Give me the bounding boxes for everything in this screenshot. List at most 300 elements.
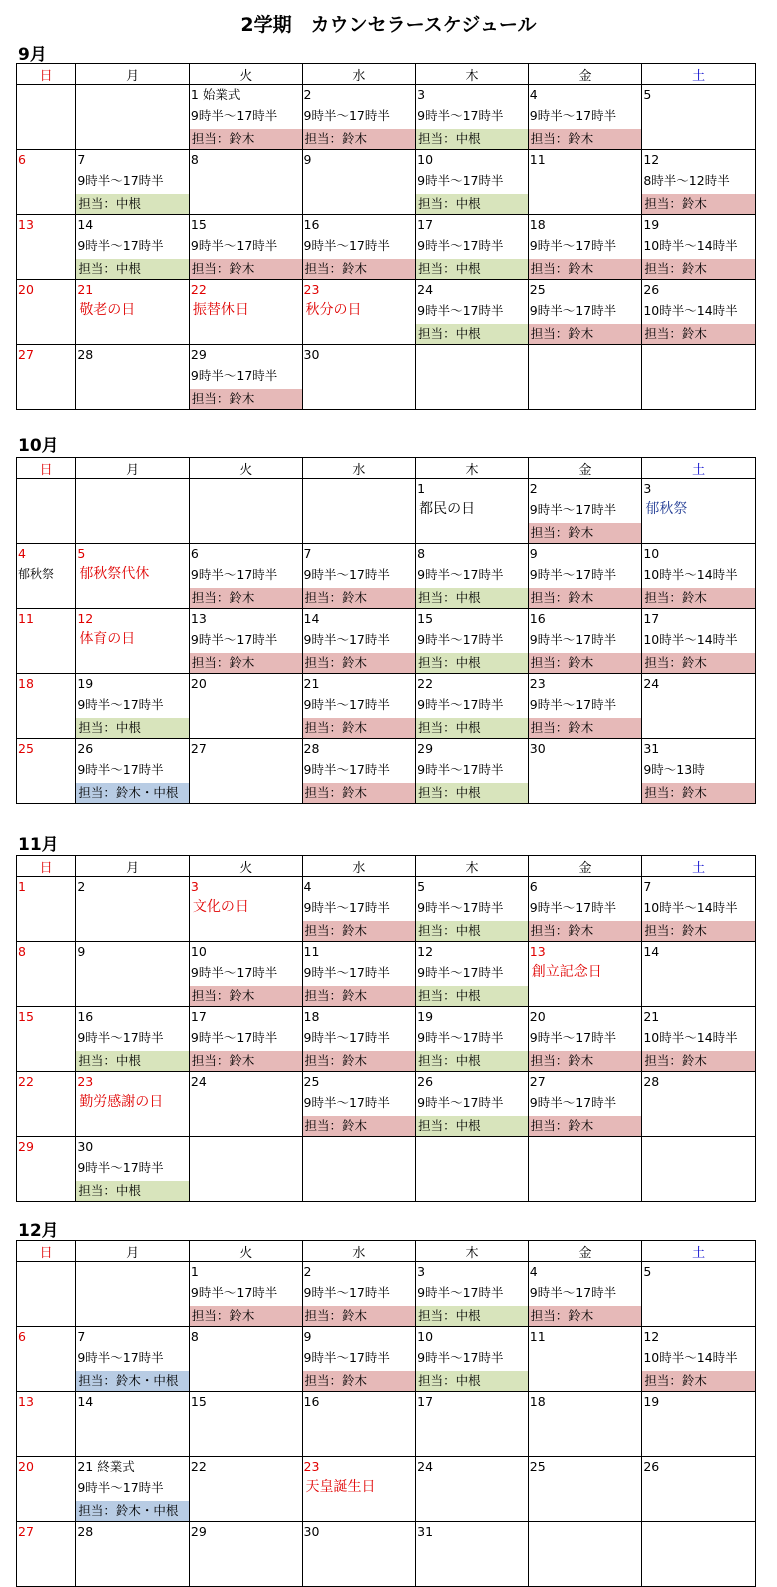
week-row — [17, 215, 756, 280]
weekday-header: 日 — [17, 856, 76, 877]
day-cell-content — [416, 1522, 528, 1586]
day-number: 27 — [190, 741, 207, 756]
day-cell-content — [529, 674, 642, 738]
day-cell-content — [416, 215, 528, 279]
staff-assignment: 担当：鈴木 — [303, 653, 416, 673]
day-cell-content — [190, 1522, 302, 1586]
day-cell-content — [76, 1007, 189, 1071]
day-cell — [76, 674, 190, 739]
day-cell — [189, 544, 302, 609]
day-number: 24 — [190, 1074, 207, 1089]
day-cell — [416, 1262, 529, 1327]
day-cell-content — [76, 85, 189, 149]
staff-assignment: 担当：鈴木 — [190, 259, 302, 279]
day-number: 26 — [77, 741, 94, 756]
day-number: 24 — [417, 282, 434, 297]
day-number: 25 — [529, 282, 546, 297]
day-number: 4 — [529, 1264, 538, 1279]
day-number: 17 — [190, 1009, 207, 1024]
day-number: 8 — [417, 546, 426, 561]
day-cell — [528, 739, 642, 804]
day-cell — [302, 739, 416, 804]
counsel-hours: 9時半～17時半 — [529, 632, 617, 647]
staff-assignment: 担当：鈴木 — [529, 129, 642, 149]
day-cell — [528, 1457, 642, 1522]
day-cell — [416, 1392, 529, 1457]
weekday-header: 土 — [642, 458, 756, 479]
day-number: 5 — [643, 87, 652, 102]
day-cell-content — [76, 739, 189, 803]
day-number: 9 — [303, 152, 312, 167]
day-cell-content — [529, 479, 642, 543]
day-cell — [302, 877, 416, 942]
day-number: 2 — [529, 481, 538, 496]
day-cell — [189, 1327, 302, 1392]
staff-assignment: 担当：鈴木 — [642, 653, 755, 673]
counsel-hours: 9時半～17時半 — [529, 1095, 617, 1110]
day-cell-content — [416, 609, 528, 673]
day-number: 7 — [643, 879, 652, 894]
day-cell-content — [529, 1262, 642, 1326]
day-cell — [76, 1457, 190, 1522]
day-cell — [642, 609, 756, 674]
day-cell-content — [190, 1137, 302, 1201]
day-cell-content — [190, 215, 302, 279]
counsel-hours: 8時半～12時半 — [643, 173, 730, 188]
day-cell — [17, 1072, 76, 1137]
day-cell-content — [529, 739, 642, 803]
day-cell-content — [416, 85, 528, 149]
day-number: 28 — [77, 1524, 94, 1539]
day-cell-content — [303, 942, 416, 1006]
counsel-hours: 9時半～17時半 — [529, 1030, 617, 1045]
staff-assignment: 担当：中根 — [416, 324, 528, 344]
day-cell — [642, 280, 756, 345]
day-cell — [642, 150, 756, 215]
counsel-hours: 10時半～14時半 — [643, 632, 738, 647]
day-cell — [189, 280, 302, 345]
counsel-hours: 9時半～17時半 — [529, 900, 617, 915]
day-cell — [76, 609, 190, 674]
day-cell — [528, 345, 642, 410]
day-cell — [302, 479, 416, 544]
day-cell-content — [529, 1327, 642, 1391]
day-cell — [642, 1007, 756, 1072]
day-cell — [17, 479, 76, 544]
day-cell — [17, 345, 76, 410]
counsel-hours: 9時半～17時半 — [303, 632, 390, 647]
day-cell-content — [529, 150, 642, 214]
week-row — [17, 85, 756, 150]
weekday-header: 土 — [642, 856, 756, 877]
day-cell — [416, 280, 529, 345]
day-cell-content — [303, 215, 416, 279]
staff-assignment: 担当：鈴木 — [529, 718, 642, 738]
counsel-hours: 9時半～17時半 — [190, 368, 278, 383]
day-number: 6 — [529, 879, 538, 894]
counsel-hours: 9時半～17時半 — [303, 1285, 390, 1300]
staff-assignment: 担当：鈴木 — [190, 129, 302, 149]
day-number: 21 終業式 — [77, 1459, 135, 1474]
staff-assignment: 担当：中根 — [416, 1116, 528, 1136]
weekday-header: 火 — [189, 1241, 302, 1262]
day-cell — [528, 877, 642, 942]
day-number: 18 — [303, 1009, 320, 1024]
day-number: 30 — [529, 741, 546, 756]
day-cell — [76, 479, 190, 544]
counsel-hours: 9時半～17時半 — [417, 1350, 504, 1365]
week-row — [17, 150, 756, 215]
counsel-hours: 9時半～17時半 — [77, 762, 164, 777]
day-number: 23 — [303, 1459, 320, 1474]
week-row — [17, 280, 756, 345]
day-cell-content — [303, 280, 416, 344]
day-cell — [642, 1262, 756, 1327]
counsel-hours: 9時半～17時半 — [529, 1285, 617, 1300]
day-cell-content — [303, 609, 416, 673]
day-cell-content — [529, 1392, 642, 1456]
day-cell-content — [190, 1007, 302, 1071]
day-cell-content — [642, 739, 755, 803]
staff-assignment: 担当：中根 — [416, 653, 528, 673]
day-cell-content — [303, 1392, 416, 1456]
weekday-header-row — [17, 856, 756, 877]
staff-assignment: 担当：中根 — [76, 1181, 189, 1201]
day-cell — [302, 345, 416, 410]
day-number: 6 — [18, 1329, 26, 1344]
day-number: 31 — [417, 1524, 434, 1539]
day-number: 19 — [643, 217, 660, 232]
day-number: 16 — [303, 1394, 320, 1409]
staff-assignment: 担当：中根 — [76, 194, 189, 214]
day-cell — [189, 1007, 302, 1072]
weekday-header: 水 — [302, 64, 416, 85]
day-cell-content — [529, 1007, 642, 1071]
day-cell-content — [190, 1457, 302, 1521]
week-row — [17, 1007, 756, 1072]
weekday-header: 土 — [642, 64, 756, 85]
staff-assignment: 担当：鈴木 — [190, 588, 302, 608]
counsel-hours: 10時半～14時半 — [643, 1030, 738, 1045]
counsel-hours: 9時半～17時半 — [303, 1350, 390, 1365]
staff-assignment: 担当：鈴木 — [529, 1116, 642, 1136]
day-number: 29 — [18, 1139, 34, 1154]
week-row — [17, 877, 756, 942]
staff-assignment: 担当：鈴木 — [529, 588, 642, 608]
day-number: 8 — [190, 152, 199, 167]
day-number: 27 — [18, 347, 34, 362]
weekday-header: 火 — [189, 458, 302, 479]
day-cell-content — [529, 1522, 642, 1586]
day-number: 21 — [77, 282, 94, 297]
day-cell-content — [416, 345, 528, 409]
day-number: 5 — [417, 879, 426, 894]
day-cell — [642, 674, 756, 739]
day-cell — [642, 1072, 756, 1137]
day-cell-content — [17, 1392, 75, 1456]
day-cell-content — [642, 1072, 755, 1136]
counsel-hours: 9時～13時 — [643, 762, 705, 777]
day-cell — [17, 544, 76, 609]
day-cell-content — [17, 1072, 75, 1136]
counsel-hours: 9時半～17時半 — [303, 965, 390, 980]
day-cell-content — [190, 609, 302, 673]
day-number: 2 — [303, 87, 312, 102]
day-cell — [17, 674, 76, 739]
staff-assignment: 担当：鈴木 — [529, 324, 642, 344]
day-number: 22 — [190, 282, 207, 297]
day-cell — [528, 85, 642, 150]
staff-assignment: 担当：鈴木・中根 — [76, 783, 189, 803]
day-cell-content — [529, 544, 642, 608]
day-cell — [76, 1137, 190, 1202]
day-cell — [302, 1072, 416, 1137]
day-cell-content — [76, 280, 189, 344]
day-cell — [416, 609, 529, 674]
day-cell — [17, 150, 76, 215]
day-number: 18 — [18, 676, 34, 691]
day-cell — [528, 1262, 642, 1327]
day-cell — [642, 1137, 756, 1202]
day-cell — [528, 280, 642, 345]
staff-assignment: 担当：鈴木 — [190, 653, 302, 673]
counsel-hours: 9時半～17時半 — [190, 1285, 278, 1300]
staff-assignment: 担当：鈴木 — [642, 1051, 755, 1071]
day-number: 25 — [18, 741, 34, 756]
day-number: 4 — [303, 879, 312, 894]
day-cell-content — [416, 1137, 528, 1201]
day-cell-content — [303, 544, 416, 608]
day-number: 10 — [417, 152, 434, 167]
day-cell-content — [190, 1327, 302, 1391]
day-cell — [189, 85, 302, 150]
day-cell — [302, 1007, 416, 1072]
day-cell — [76, 1327, 190, 1392]
day-cell-content — [303, 1457, 416, 1521]
day-number: 23 — [529, 676, 546, 691]
day-cell — [642, 479, 756, 544]
day-cell-content — [76, 674, 189, 738]
day-number: 25 — [529, 1459, 546, 1474]
day-number: 12 — [643, 1329, 660, 1344]
day-cell — [302, 674, 416, 739]
day-number: 7 — [77, 152, 86, 167]
counsel-hours: 9時半～17時半 — [190, 1030, 278, 1045]
staff-assignment: 担当：鈴木 — [529, 653, 642, 673]
day-number: 5 — [77, 546, 86, 561]
day-number: 27 — [18, 1524, 34, 1539]
day-cell — [302, 942, 416, 1007]
staff-assignment: 担当：中根 — [416, 194, 528, 214]
day-number: 21 — [643, 1009, 660, 1024]
week-row — [17, 609, 756, 674]
day-cell — [17, 1262, 76, 1327]
day-cell-content — [529, 1137, 642, 1201]
weekday-header: 金 — [528, 458, 642, 479]
day-cell-content — [529, 280, 642, 344]
weekday-header: 木 — [416, 856, 529, 877]
staff-assignment: 担当：鈴木 — [303, 1371, 416, 1391]
day-cell-content — [303, 1072, 416, 1136]
day-number: 24 — [643, 676, 660, 691]
counsel-hours: 10時半～14時半 — [643, 567, 738, 582]
day-cell — [416, 345, 529, 410]
day-cell-content — [303, 1522, 416, 1586]
day-number: 10 — [643, 546, 660, 561]
day-cell — [416, 150, 529, 215]
day-number: 26 — [643, 282, 660, 297]
counsel-hours: 9時半～17時半 — [77, 1030, 164, 1045]
weekday-header-row — [17, 458, 756, 479]
day-number: 27 — [529, 1074, 546, 1089]
staff-assignment: 担当：鈴木 — [190, 986, 302, 1006]
day-cell-content — [642, 1007, 755, 1071]
day-cell-content — [76, 1327, 189, 1391]
day-cell-content — [529, 1072, 642, 1136]
counsel-hours: 9時半～17時半 — [77, 697, 164, 712]
weekday-header: 金 — [528, 1241, 642, 1262]
day-number: 21 — [303, 676, 320, 691]
day-cell-content — [76, 544, 189, 608]
day-cell — [302, 1392, 416, 1457]
weekday-header: 木 — [416, 1241, 529, 1262]
day-cell — [642, 1457, 756, 1522]
day-cell-content — [303, 739, 416, 803]
day-cell — [642, 1392, 756, 1457]
day-cell-content — [17, 1137, 75, 1201]
counsel-hours: 9時半～17時半 — [417, 632, 504, 647]
holiday-label: 創立記念日 — [531, 964, 602, 980]
day-number: 7 — [77, 1329, 86, 1344]
counsel-hours: 9時半～17時半 — [303, 1095, 390, 1110]
day-cell — [189, 1072, 302, 1137]
day-cell-content — [17, 877, 75, 941]
counsel-hours: 9時半～17時半 — [303, 238, 390, 253]
day-cell — [302, 280, 416, 345]
day-number: 3 — [190, 879, 199, 894]
day-cell-content — [190, 1262, 302, 1326]
day-cell-content — [642, 609, 755, 673]
day-cell-content — [642, 544, 755, 608]
day-cell — [17, 85, 76, 150]
day-cell-content — [76, 215, 189, 279]
staff-assignment: 担当：鈴木 — [642, 1371, 755, 1391]
counsel-hours: 9時半～17時半 — [303, 900, 390, 915]
counsel-hours: 9時半～17時半 — [417, 1285, 504, 1300]
day-number: 31 — [643, 741, 660, 756]
day-number: 30 — [303, 347, 320, 362]
day-cell-content — [17, 280, 75, 344]
day-cell — [76, 85, 190, 150]
day-cell-content — [76, 1457, 189, 1521]
day-cell-content — [76, 609, 189, 673]
staff-assignment: 担当：鈴木 — [303, 783, 416, 803]
day-cell — [76, 1262, 190, 1327]
counsel-hours: 9時半～17時半 — [529, 108, 617, 123]
counsel-hours: 10時半～14時半 — [643, 238, 738, 253]
counsel-hours: 9時半～17時半 — [417, 697, 504, 712]
staff-assignment: 担当：鈴木 — [529, 921, 642, 941]
counsel-hours: 9時半～17時半 — [417, 1095, 504, 1110]
day-cell — [189, 674, 302, 739]
day-cell-content — [642, 1392, 755, 1456]
week-row — [17, 479, 756, 544]
staff-assignment: 担当：中根 — [416, 783, 528, 803]
staff-assignment: 担当：鈴木 — [303, 259, 416, 279]
counsel-hours: 9時半～17時半 — [190, 632, 278, 647]
day-number: 8 — [190, 1329, 199, 1344]
staff-assignment: 担当：鈴木 — [303, 1116, 416, 1136]
day-cell-content — [529, 1457, 642, 1521]
day-number: 13 — [529, 944, 546, 959]
day-cell — [17, 215, 76, 280]
counsel-hours: 9時半～17時半 — [417, 173, 504, 188]
day-number: 16 — [529, 611, 546, 626]
day-number: 15 — [190, 1394, 207, 1409]
week-row — [17, 1137, 756, 1202]
day-cell — [302, 215, 416, 280]
counsel-hours: 9時半～17時半 — [417, 762, 504, 777]
counsel-hours: 9時半～17時半 — [190, 965, 278, 980]
day-cell-content — [190, 1392, 302, 1456]
day-cell — [416, 942, 529, 1007]
day-number: 14 — [303, 611, 320, 626]
day-number: 2 — [77, 879, 86, 894]
day-number: 13 — [18, 1394, 34, 1409]
day-cell — [189, 877, 302, 942]
month-calendar — [16, 1240, 756, 1587]
day-number: 28 — [77, 347, 94, 362]
staff-assignment: 担当：鈴木 — [190, 1306, 302, 1326]
day-cell-content — [642, 345, 755, 409]
day-cell — [416, 1522, 529, 1587]
day-cell-content — [642, 1137, 755, 1201]
day-cell — [642, 942, 756, 1007]
day-cell — [17, 942, 76, 1007]
day-cell-content — [416, 544, 528, 608]
day-cell-content — [416, 877, 528, 941]
day-number: 4 — [529, 87, 538, 102]
month-calendar — [16, 457, 756, 804]
day-number: 18 — [529, 217, 546, 232]
staff-assignment: 担当：鈴木 — [529, 523, 642, 543]
day-number: 23 — [77, 1074, 94, 1089]
day-cell-content — [190, 674, 302, 738]
day-cell — [302, 150, 416, 215]
day-number: 15 — [18, 1009, 34, 1024]
day-number: 30 — [77, 1139, 94, 1154]
staff-assignment: 担当：鈴木 — [303, 588, 416, 608]
day-cell — [528, 544, 642, 609]
day-number: 29 — [190, 347, 207, 362]
holiday-label: 天皇誕生日 — [305, 1479, 376, 1495]
staff-assignment: 担当：鈴木 — [529, 1306, 642, 1326]
day-number: 7 — [303, 546, 312, 561]
day-cell-content — [76, 479, 189, 543]
day-number: 14 — [77, 217, 94, 232]
day-cell — [189, 1392, 302, 1457]
day-cell-content — [642, 1457, 755, 1521]
day-cell — [76, 215, 190, 280]
day-number: 6 — [18, 152, 26, 167]
staff-assignment: 担当：中根 — [76, 259, 189, 279]
day-number: 20 — [18, 1459, 34, 1474]
month-label: 12月 — [18, 1221, 59, 1241]
day-number: 1 — [190, 1264, 199, 1279]
day-cell-content — [416, 150, 528, 214]
week-row — [17, 739, 756, 804]
day-cell — [76, 1392, 190, 1457]
